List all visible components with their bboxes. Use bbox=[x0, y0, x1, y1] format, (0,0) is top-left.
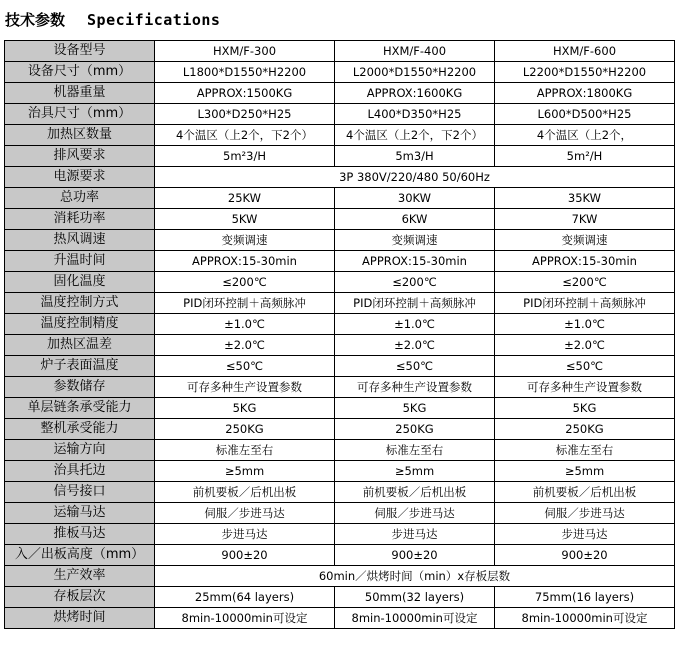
spec-value-600: 75mm(16 layers) bbox=[495, 587, 675, 608]
spec-value-300: APPROX:15-30min bbox=[155, 251, 335, 272]
spec-value-600: 标准左至右 bbox=[495, 440, 675, 461]
spec-value-600: 4个温区（上2个， bbox=[495, 125, 675, 146]
spec-label: 运输方向 bbox=[5, 440, 155, 461]
spec-value-600: 变频调速 bbox=[495, 230, 675, 251]
spec-value-600: ±1.0℃ bbox=[495, 314, 675, 335]
spec-value-300: 900±20 bbox=[155, 545, 335, 566]
spec-label: 机器重量 bbox=[5, 83, 155, 104]
spec-value-400: HXM/F-400 bbox=[335, 41, 495, 62]
spec-label: 入／出板高度（mm） bbox=[5, 545, 155, 566]
spec-value-400: 50mm(32 layers) bbox=[335, 587, 495, 608]
spec-value-300: 4个温区（上2个，下2个） bbox=[155, 125, 335, 146]
spec-value-400: PID闭环控制＋高频脉冲 bbox=[335, 293, 495, 314]
spec-row-temp-control-method bbox=[5, 293, 675, 314]
spec-value-300: APPROX:1500KG bbox=[155, 83, 335, 104]
spec-value-400: ≥5mm bbox=[335, 461, 495, 482]
spec-label: 炉子表面温度 bbox=[5, 356, 155, 377]
spec-label: 加热区温差 bbox=[5, 335, 155, 356]
spec-value-600: 5m²/H bbox=[495, 146, 675, 167]
spec-value-400: 5m3/H bbox=[335, 146, 495, 167]
spec-value-600: 伺服／步进马达 bbox=[495, 503, 675, 524]
spec-value-400: L2000*D1550*H2200 bbox=[335, 62, 495, 83]
spec-value-300: 5KG bbox=[155, 398, 335, 419]
spec-row-heating-zones bbox=[5, 125, 675, 146]
spec-value-merged: 3P 380V/220/480 50/60Hz bbox=[155, 167, 675, 188]
spec-value-600: 前机要板／后机出板 bbox=[495, 482, 675, 503]
spec-row-parameter-storage bbox=[5, 377, 675, 398]
spec-value-300: 250KG bbox=[155, 419, 335, 440]
spec-value-600: APPROX:1800KG bbox=[495, 83, 675, 104]
spec-value-300: ±2.0℃ bbox=[155, 335, 335, 356]
spec-value-300: 8min-10000min可设定 bbox=[155, 608, 335, 629]
spec-value-400: APPROX:1600KG bbox=[335, 83, 495, 104]
spec-label: 存板层次 bbox=[5, 587, 155, 608]
spec-value-300: 5KW bbox=[155, 209, 335, 230]
spec-value-600: 250KG bbox=[495, 419, 675, 440]
spec-value-600: ±2.0℃ bbox=[495, 335, 675, 356]
spec-row-machine-capacity bbox=[5, 419, 675, 440]
spec-label: 治具尺寸（mm） bbox=[5, 104, 155, 125]
spec-label: 信号接口 bbox=[5, 482, 155, 503]
spec-value-300: ±1.0℃ bbox=[155, 314, 335, 335]
heading-chinese: 技术参数 bbox=[5, 11, 66, 29]
spec-value-300: 伺服／步进马达 bbox=[155, 503, 335, 524]
spec-value-400: 前机要板／后机出板 bbox=[335, 482, 495, 503]
spec-value-300: 可存多种生产设置参数 bbox=[155, 377, 335, 398]
spec-value-600: HXM/F-600 bbox=[495, 41, 675, 62]
spec-value-600: L600*D500*H25 bbox=[495, 104, 675, 125]
page-heading bbox=[5, 8, 220, 32]
spec-value-400: ±2.0℃ bbox=[335, 335, 495, 356]
spec-label: 温度控制方式 bbox=[5, 293, 155, 314]
spec-value-600: 可存多种生产设置参数 bbox=[495, 377, 675, 398]
spec-value-400: 步进马达 bbox=[335, 524, 495, 545]
spec-label: 排风要求 bbox=[5, 146, 155, 167]
spec-row-transport-motor bbox=[5, 503, 675, 524]
spec-row-fixture-size bbox=[5, 104, 675, 125]
spec-value-600: ≥5mm bbox=[495, 461, 675, 482]
heading-english: Specifications bbox=[87, 11, 221, 29]
spec-label: 推板马达 bbox=[5, 524, 155, 545]
spec-label: 生产效率 bbox=[5, 566, 155, 587]
spec-row-consumed-power bbox=[5, 209, 675, 230]
spec-value-600: 5KG bbox=[495, 398, 675, 419]
spec-label: 设备尺寸（mm） bbox=[5, 62, 155, 83]
spec-row-board-height bbox=[5, 545, 675, 566]
spec-value-400: 伺服／步进马达 bbox=[335, 503, 495, 524]
spec-value-400: 8min-10000min可设定 bbox=[335, 608, 495, 629]
spec-row-weight bbox=[5, 83, 675, 104]
spec-row-baking-time bbox=[5, 608, 675, 629]
spec-value-300: 变频调速 bbox=[155, 230, 335, 251]
spec-label: 固化温度 bbox=[5, 272, 155, 293]
spec-value-300: HXM/F-300 bbox=[155, 41, 335, 62]
spec-value-400: 5KG bbox=[335, 398, 495, 419]
spec-value-400: 可存多种生产设置参数 bbox=[335, 377, 495, 398]
spec-value-600: 900±20 bbox=[495, 545, 675, 566]
spec-value-400: 4个温区（上2个，下2个） bbox=[335, 125, 495, 146]
spec-row-power-supply bbox=[5, 167, 675, 188]
spec-value-300: ≤200℃ bbox=[155, 272, 335, 293]
spec-label: 电源要求 bbox=[5, 167, 155, 188]
spec-value-400: 900±20 bbox=[335, 545, 495, 566]
spec-label: 整机承受能力 bbox=[5, 419, 155, 440]
spec-row-exhaust bbox=[5, 146, 675, 167]
spec-label: 热风调速 bbox=[5, 230, 155, 251]
spec-value-merged: 60min／烘烤时间（min）x存板层数 bbox=[155, 566, 675, 587]
spec-value-600: APPROX:15-30min bbox=[495, 251, 675, 272]
spec-row-dimensions bbox=[5, 62, 675, 83]
spec-value-400: 标准左至右 bbox=[335, 440, 495, 461]
spec-row-zone-temp-diff bbox=[5, 335, 675, 356]
specifications-table bbox=[4, 40, 675, 629]
spec-row-signal-interface bbox=[5, 482, 675, 503]
spec-label: 温度控制精度 bbox=[5, 314, 155, 335]
spec-value-600: 7KW bbox=[495, 209, 675, 230]
spec-row-temp-control-accuracy bbox=[5, 314, 675, 335]
spec-value-600: 步进马达 bbox=[495, 524, 675, 545]
spec-value-400: 6KW bbox=[335, 209, 495, 230]
spec-label: 加热区数量 bbox=[5, 125, 155, 146]
spec-value-300: 25KW bbox=[155, 188, 335, 209]
spec-label: 单层链条承受能力 bbox=[5, 398, 155, 419]
spec-row-fixture-edge bbox=[5, 461, 675, 482]
spec-value-300: ≥5mm bbox=[155, 461, 335, 482]
spec-label: 治具托边 bbox=[5, 461, 155, 482]
spec-label: 烘烤时间 bbox=[5, 608, 155, 629]
spec-value-400: 变频调速 bbox=[335, 230, 495, 251]
spec-value-400: ≤50℃ bbox=[335, 356, 495, 377]
spec-label: 参数储存 bbox=[5, 377, 155, 398]
spec-value-300: 标准左至右 bbox=[155, 440, 335, 461]
spec-value-300: 5m²3/H bbox=[155, 146, 335, 167]
spec-row-heat-up-time bbox=[5, 251, 675, 272]
spec-value-300: 25mm(64 layers) bbox=[155, 587, 335, 608]
spec-row-surface-temp bbox=[5, 356, 675, 377]
spec-value-600: 35KW bbox=[495, 188, 675, 209]
spec-label: 运输马达 bbox=[5, 503, 155, 524]
spec-value-600: ≤50℃ bbox=[495, 356, 675, 377]
spec-label: 总功率 bbox=[5, 188, 155, 209]
spec-value-400: 250KG bbox=[335, 419, 495, 440]
spec-value-300: 前机要板／后机出板 bbox=[155, 482, 335, 503]
spec-value-600: ≤200℃ bbox=[495, 272, 675, 293]
spec-value-300: L300*D250*H25 bbox=[155, 104, 335, 125]
spec-row-layer-chain-capacity bbox=[5, 398, 675, 419]
spec-value-600: 8min-10000min可设定 bbox=[495, 608, 675, 629]
spec-value-400: ≤200℃ bbox=[335, 272, 495, 293]
spec-label: 消耗功率 bbox=[5, 209, 155, 230]
spec-row-hot-air-speed bbox=[5, 230, 675, 251]
spec-value-400: APPROX:15-30min bbox=[335, 251, 495, 272]
spec-value-600: L2200*D1550*H2200 bbox=[495, 62, 675, 83]
spec-value-300: L1800*D1550*H2200 bbox=[155, 62, 335, 83]
spec-label: 设备型号 bbox=[5, 41, 155, 62]
spec-row-production-efficiency bbox=[5, 566, 675, 587]
spec-value-400: ±1.0℃ bbox=[335, 314, 495, 335]
spec-value-300: PID闭环控制＋高频脉冲 bbox=[155, 293, 335, 314]
spec-value-400: 30KW bbox=[335, 188, 495, 209]
spec-row-transport-direction bbox=[5, 440, 675, 461]
spec-value-600: PID闭环控制＋高频脉冲 bbox=[495, 293, 675, 314]
spec-value-300: ≤50℃ bbox=[155, 356, 335, 377]
spec-row-total-power bbox=[5, 188, 675, 209]
spec-row-model bbox=[5, 41, 675, 62]
spec-value-400: L400*D350*H25 bbox=[335, 104, 495, 125]
spec-label: 升温时间 bbox=[5, 251, 155, 272]
spec-row-curing-temp bbox=[5, 272, 675, 293]
spec-row-storage-layers bbox=[5, 587, 675, 608]
spec-value-300: 步进马达 bbox=[155, 524, 335, 545]
spec-row-push-motor bbox=[5, 524, 675, 545]
